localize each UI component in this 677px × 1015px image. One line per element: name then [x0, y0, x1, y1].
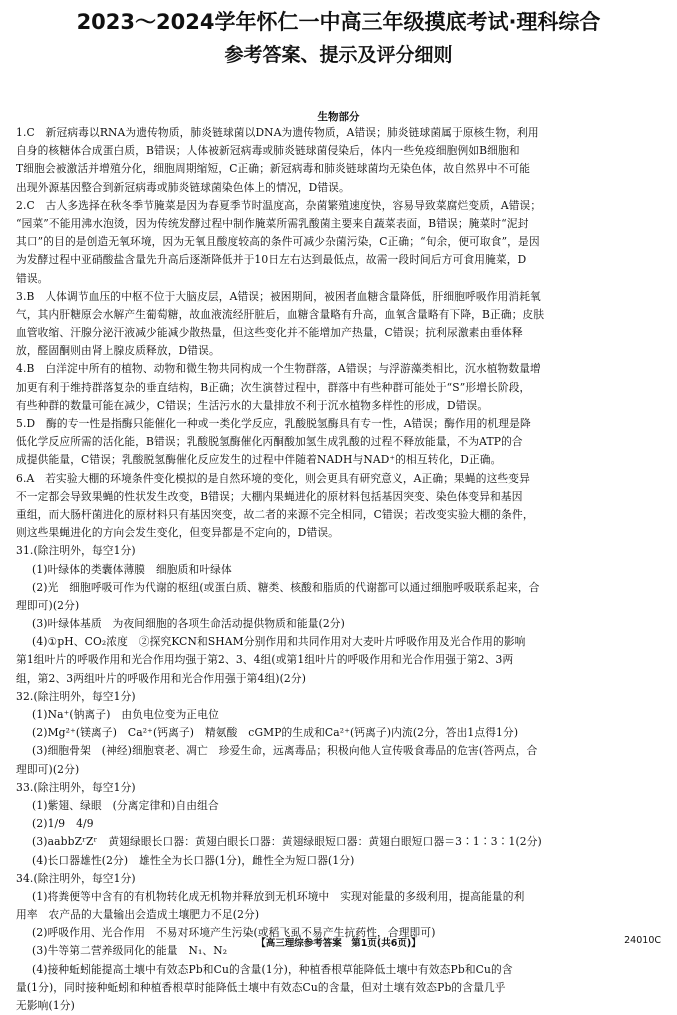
answer-line: 31.(除注明外，每空1分) — [16, 544, 136, 558]
answer-line: 低化学反应所需的活化能，B错误；乳酸脱氢酶催化丙酮酸加氢生成乳酸的过程不释放能量，不为ATP的合 — [16, 435, 523, 449]
answer-line: 理即可)(2分) — [16, 598, 80, 612]
answer-line: 有些种群的数量可能在减少，C错误；生活污水的大量排放不利于沉水植物多样性的形成，D错误。 — [16, 398, 489, 412]
answer-line: (3)细胞骨架 (神经)细胞衰老、凋亡 珍爱生命，远离毒品；积极向他人宣传吸食毒品的危害(答两点，合 — [32, 744, 538, 758]
answer-line: 34.(除注明外，每空1分) — [16, 871, 136, 885]
answer-line: 加更有利于维持群落复杂的垂直结构，B正确；次生演替过程中，群落中有些种群可能处于“S”形增长阶段， — [16, 380, 531, 394]
answer-line: (4)接种蚯蚓能提高土壤中有效态Pb和Cu的含量(1分)，种植香根草能降低土壤中有效态Pb和Cu的含 — [32, 962, 513, 976]
answer-line: 理即可)(2分) — [16, 762, 80, 776]
footer-page-info: 【高三理综参考答案 第1页(共6页)】 — [256, 938, 421, 949]
answer-line: 成提供能量，C错误；乳酸脱氢酶催化反应发生的过程中伴随着NADH与NAD⁺的相互转化，D正确。 — [16, 453, 502, 467]
document-title: 2023～2024学年怀仁一中高三年级摸底考试·理科综合 — [76, 10, 601, 34]
answer-line: (2)呼吸作用、光合作用 不易对环境产生污染(或稻飞虱不易产生抗药性，合理即可) — [32, 926, 436, 940]
answer-line: (1)Na⁺(钠离子) 由负电位变为正电位 — [32, 708, 219, 721]
answer-line: 4.B 白洋淀中所有的植物、动物和微生物共同构成一个生物群落，A错误；与浮游藻类相比，沉水植物数量增 — [16, 362, 541, 376]
answer-line: 重组，而大肠杆菌进化的原材料只有基因突变，故二者的来源不完全相同，C错误；若改变实验大棚的条件， — [16, 507, 534, 521]
answer-line: 2.C 古人多选择在秋冬季节腌菜是因为春夏季节时温度高，杂菌繁殖速度快，容易导致菜腐烂变质，A错误； — [16, 198, 542, 212]
answer-body — [16, 124, 666, 1015]
answer-line: 33.(除注明外，每空1分) — [16, 780, 136, 794]
answer-line: (2)Mg²⁺(镁离子) Ca²⁺(钙离子) 精氨酸 cGMP的生成和Ca²⁺(钙离子)内流(2分，答出1点得1分) — [32, 726, 519, 740]
answer-line: 用率 农产品的大量输出会造成土壤肥力不足(2分) — [16, 908, 260, 922]
answer-line: 6.A 若实验大棚的环境条件变化模拟的是自然环境的变化，则会更具有研究意义，A正确；果蝇的这些变异 — [16, 471, 530, 485]
answer-line: (3)aabbZʳZʳ 黄翅绿眼长口器：黄翅白眼长口器：黄翅绿眼短口器：黄翅白眼短口器＝3∶1∶3∶1(2分) — [32, 835, 542, 849]
answer-line: 5.D 酶的专一性是指酶只能催化一种或一类化学反应，乳酸脱氢酶具有专一性，A错误；酶作用的机理是降 — [16, 417, 531, 430]
answer-line: (1)紫翅、绿眼 (分离定律和)自由组合 — [32, 798, 219, 812]
answer-line: (3)牛等第二营养级同化的能量 N₁、N₂ — [32, 944, 228, 958]
answer-line: (4)长口器雄性(2分) 雄性全为长口器(1分)，雌性全为短口器(1分) — [32, 853, 355, 867]
answer-line: (1)将粪便等中含有的有机物转化成无机物并释放到无机环境中 实现对能量的多级利用，提高能量的利 — [32, 889, 525, 903]
answer-line: 其口”的目的是创造无氧环境，因为无氧且酸度较高的条件可减少杂菌污染，C正确；“旬余，便可取食”，是因 — [16, 235, 540, 249]
answer-line: (4)①pH、CO₂浓度 ②探究KCN和SHAM分别作用和共同作用对大麦叶片呼吸作用及光合作用的影响 — [32, 635, 526, 649]
answer-line: 1.C 新冠病毒以RNA为遗传物质，肺炎链球菌以DNA为遗传物质，A错误；肺炎链球菌属于原核生物，利用 — [16, 126, 539, 139]
answer-line: 放，醛固酮则由肾上腺皮质释放，D错误。 — [16, 344, 220, 358]
answer-line: 第1组叶片的呼吸作用和光合作用均强于第2、3、4组(或第1组叶片的呼吸作用和光合作用强于第2、3两 — [16, 653, 514, 667]
answer-line: 自身的核糖体合成蛋白质，B错误；人体被新冠病毒或肺炎链球菌侵染后，体内一些免疫细胞例如B细胞和 — [16, 144, 520, 158]
answer-line: (2)1/9 4/9 — [32, 817, 94, 831]
answer-line: 气，其内肝糖原会水解产生葡萄糖，故血液流经肝脏后，血糖含量略有升高，血氧含量略有下降，B正确；皮肤 — [16, 307, 545, 321]
answer-line: “园菜”不能用沸水泡烫，因为传统发酵过程中制作腌菜所需乳酸菌主要来自蔬菜表面，B错误；腌菜时“泥封 — [16, 216, 529, 230]
section-title-biology: 生物部分 — [317, 111, 360, 123]
answer-line: (2)光 细胞呼吸可作为代谢的枢纽(或蛋白质、糖类、核酸和脂质的代谢都可以通过细胞呼吸联系起来，合 — [32, 580, 540, 594]
answer-line: (1)叶绿体的类囊体薄膜 细胞质和叶绿体 — [32, 562, 232, 576]
document-subtitle: 参考答案、提示及评分细则 — [224, 44, 453, 66]
answer-line: 量(1分)，同时接种蚯蚓和种植香根草时能降低土壤中有效态Cu的含量，但对土壤有效态Pb的含量几乎 — [16, 980, 506, 994]
answer-line: 3.B 人体调节血压的中枢不位于大脑皮层，A错误；被困期间，被困者血糖含量降低，肝细胞呼吸作用消耗氧 — [16, 289, 541, 303]
answer-line: 组，第2、3两组叶片的呼吸作用和光合作用强于第4组)(2分) — [16, 671, 307, 685]
answer-line: 无影响(1分) — [16, 999, 75, 1012]
answer-line: 错误。 — [16, 271, 49, 285]
answer-line: 血管收缩、汗腺分泌汗液减少能减少散热量，但这些变化并不能增加产热量，C错误；抗利尿激素由垂体释 — [16, 326, 523, 340]
page-footer — [0, 935, 677, 951]
answer-line: 为发酵过程中亚硝酸盐含量先升高后逐渐降低并于10日左右达到最低点，故需一段时间后方可食用腌菜，D — [16, 253, 527, 267]
answer-line: 不一定都会导致果蝇的性状发生改变，B错误；大棚内果蝇进化的原材料包括基因突变、染色体变异和基因 — [16, 489, 523, 503]
footer-code: 24010C — [624, 935, 661, 946]
answer-line: T细胞会被激活并增殖分化，细胞周期缩短，C正确；新冠病毒和肺炎链球菌均无染色体，故自然界中不可能 — [16, 162, 531, 176]
answer-line: 32.(除注明外，每空1分) — [16, 689, 136, 703]
answer-line: 出现外源基因整合到新冠病毒或肺炎链球菌染色体上的情况，D错误。 — [16, 180, 350, 194]
answer-line: 则这些果蝇进化的方向会发生变化，但变异都是不定向的，D错误。 — [16, 526, 340, 540]
answer-line: (3)叶绿体基质 为夜间细胞的各项生命活动提供物质和能量(2分) — [32, 617, 345, 631]
